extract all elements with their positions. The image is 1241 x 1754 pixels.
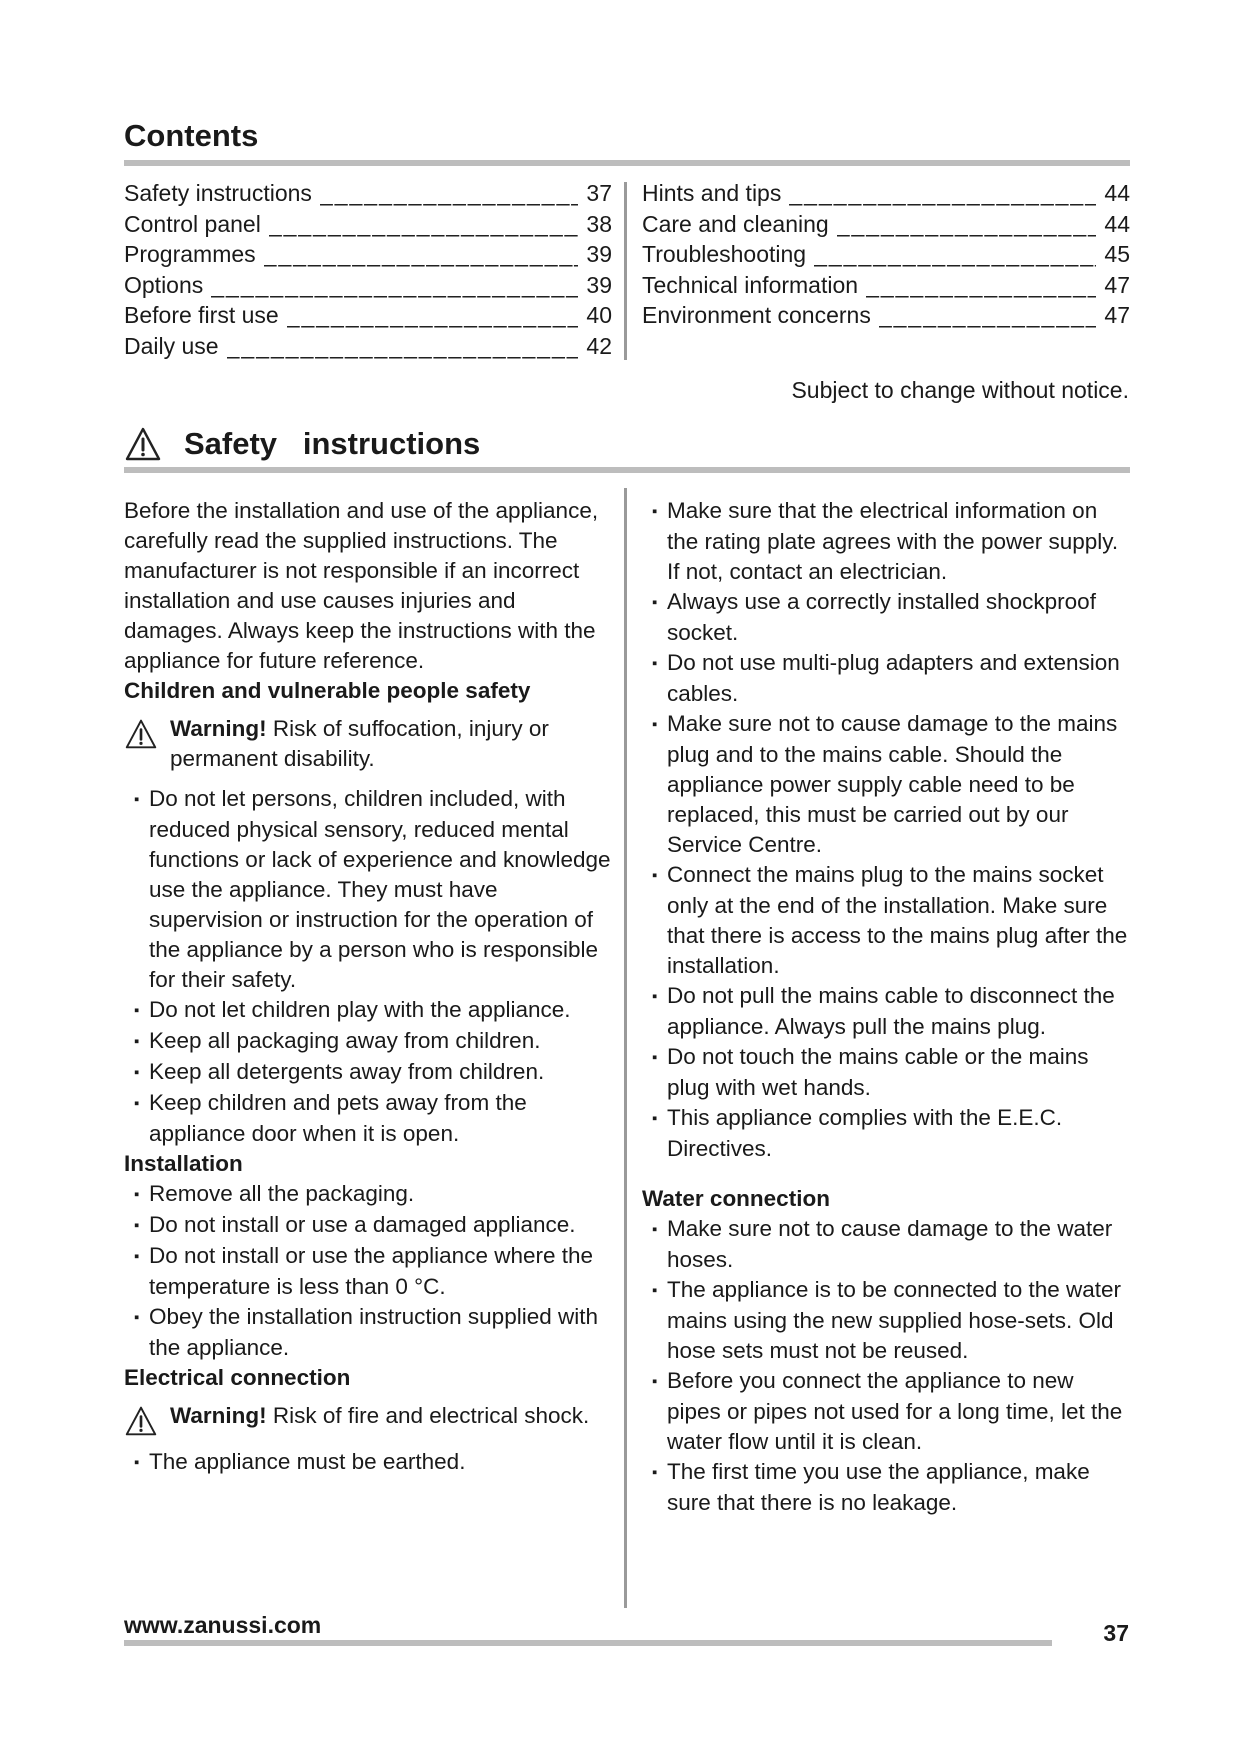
toc-right (642, 178, 1130, 331)
toc-item[interactable]: Environment concerns _____ 47 (642, 300, 1130, 331)
list-item: ▪ The appliance must be earthed. (124, 1447, 612, 1478)
list-item: ▪ Do not let children play with the appliance. (124, 995, 612, 1026)
toc-left (124, 178, 612, 361)
toc-item[interactable]: Programmes _____ 39 (124, 239, 612, 270)
page-number: 37 (1103, 1620, 1129, 1646)
electrical-heading: Electrical connection (124, 1365, 351, 1390)
toc-item[interactable]: Safety instructions _____ 37 (124, 178, 612, 209)
right-column (642, 496, 1130, 1518)
notice-text: Subject to change without notice. (791, 377, 1129, 403)
toc-item[interactable]: Hints and tips _____ 44 (642, 178, 1130, 209)
list-item: ▪ Make sure that the electrical information on the rating plate agrees with the power supply. If not, contact an electrician. (642, 496, 1130, 587)
list-item: ▪ Keep children and pets away from the appliance door when it is open. (124, 1088, 612, 1149)
toc-item[interactable]: Troubleshooting _____ 45 (642, 239, 1130, 270)
installation-heading: Installation (124, 1151, 243, 1176)
list-item: ▪ Remove all the packaging. (124, 1179, 612, 1210)
list-item: ▪ Before you connect the appliance to new pipes or pipes not used for a long time, let the water flow until it is clean. (642, 1366, 1130, 1457)
water-heading: Water connection (642, 1186, 830, 1211)
list-item: ▪ Do not touch the mains cable or the mains plug with wet hands. (642, 1042, 1130, 1103)
list-item: ▪ Do not install or use a damaged appliance. (124, 1210, 612, 1241)
list-item: ▪ Do not let persons, children included, with reduced physical sensory, reduced mental functions or lack of experience and knowledge use the appliance. They must have supervision or instruction for the operation of the appliance by a person who is responsible for their safety. (124, 784, 612, 995)
children-warning (124, 714, 612, 774)
warning-label: Warning! (170, 716, 267, 741)
list-item: ▪ Make sure not to cause damage to the mains plug and to the mains cable. Should the appliance power supply cable need to be replaced, this must be carried out by our Service Centre. (642, 709, 1130, 860)
toc-item[interactable]: Before first use _____ 40 (124, 300, 612, 331)
toc-item[interactable]: Care and cleaning _____ 44 (642, 209, 1130, 240)
column-divider (624, 488, 627, 1608)
left-column (124, 496, 612, 1478)
warning-text: Risk of fire and electrical shock. (272, 1403, 590, 1428)
intro-paragraph: Before the installation and use of the appliance, carefully read the supplied instructions. The manufacturer is not responsible if an incorrect installation and use causes injuries and damages. Always keep the instructions with the appliance for future reference. (124, 498, 599, 673)
toc-item[interactable]: Technical information _____ 47 (642, 270, 1130, 301)
warning-icon (124, 1405, 158, 1437)
list-item: ▪ The first time you use the appliance, make sure that there is no leakage. (642, 1457, 1130, 1518)
warning-label: Warning! (170, 1403, 267, 1428)
safety-title: Safety instructions (184, 426, 481, 461)
list-item: ▪ Keep all packaging away from children. (124, 1026, 612, 1057)
toc-divider (624, 182, 627, 360)
children-heading: Children and vulnerable people safety (124, 678, 531, 703)
toc-item[interactable]: Options _____ 39 (124, 270, 612, 301)
warning-text: Risk of suffocation, injury or permanent disability. (170, 716, 549, 771)
footer-rule (124, 1640, 1052, 1646)
safety-heading (124, 426, 480, 462)
list-item: ▪ Make sure not to cause damage to the water hoses. (642, 1214, 1130, 1275)
contents-heading: Contents (124, 118, 259, 153)
list-item: ▪ Always use a correctly installed shockproof socket. (642, 587, 1130, 648)
list-item: ▪ Do not install or use the appliance where the temperature is less than 0 °C. (124, 1241, 612, 1302)
list-item: ▪ Do not pull the mains cable to disconnect the appliance. Always pull the mains plug. (642, 981, 1130, 1042)
contents-rule (124, 160, 1130, 166)
list-item: ▪ Do not use multi-plug adapters and extension cables. (642, 648, 1130, 709)
list-item: ▪ Obey the installation instruction supplied with the appliance. (124, 1302, 612, 1363)
list-item: ▪ Connect the mains plug to the mains socket only at the end of the installation. Make sure that there is access to the mains plug after the installation. (642, 860, 1130, 981)
toc-item[interactable]: Control panel _____ 38 (124, 209, 612, 240)
toc-item[interactable]: Daily use _____ 42 (124, 331, 612, 362)
safety-rule (124, 467, 1130, 473)
warning-icon (124, 718, 158, 750)
list-item: ▪ This appliance complies with the E.E.C. Directives. (642, 1103, 1130, 1164)
list-item: ▪ Keep all detergents away from children. (124, 1057, 612, 1088)
list-item: ▪ The appliance is to be connected to the water mains using the new supplied hose-sets. Old hose sets must not be reused. (642, 1275, 1130, 1366)
footer-url[interactable]: www.zanussi.com (124, 1612, 322, 1638)
warning-triangle-icon (124, 426, 162, 462)
electrical-warning (124, 1401, 612, 1437)
